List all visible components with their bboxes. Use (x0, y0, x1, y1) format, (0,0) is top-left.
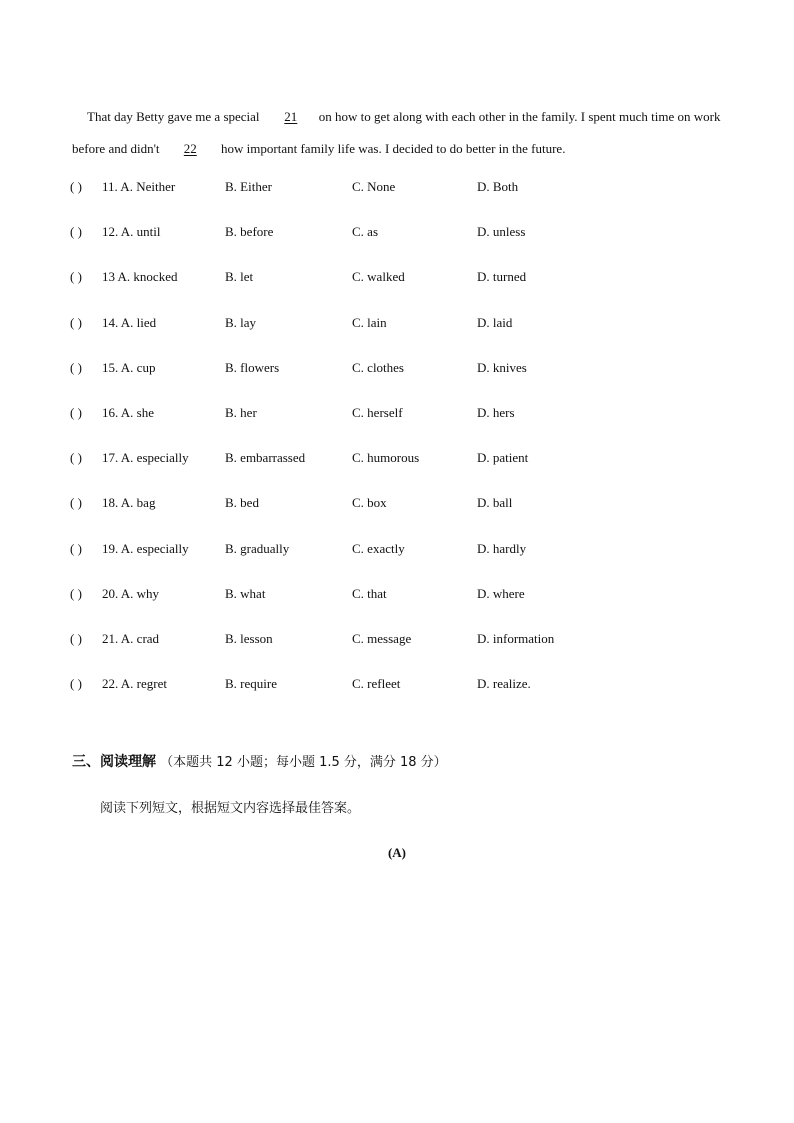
option-b: B. bed (225, 495, 259, 511)
answer-paren: ( ) (70, 540, 82, 556)
option-d: D. unless (477, 224, 526, 240)
blank-21: 21 (284, 109, 298, 124)
option-c: C. message (352, 630, 412, 646)
option-a: 18. A. bag (102, 495, 156, 511)
answer-paren: ( ) (70, 630, 82, 646)
option-c: C. lain (352, 314, 387, 330)
option-a: 22. A. regret (102, 676, 167, 692)
option-b: B. embarrassed (225, 450, 306, 466)
option-d: D. information (477, 630, 555, 646)
option-b: B. flowers (225, 359, 280, 375)
option-c: C. box (352, 495, 387, 511)
option-c: C. as (352, 224, 378, 240)
option-a: 13 A. knocked (102, 269, 178, 285)
question-row (70, 492, 730, 537)
question-row (70, 357, 730, 402)
option-c: C. walked (352, 269, 405, 285)
answer-paren: ( ) (70, 179, 82, 194)
option-d: D. knives (477, 359, 527, 375)
answer-paren: ( ) (70, 676, 82, 692)
option-b: B. gradually (225, 540, 290, 556)
passage-text-3: how important family life was. I decided to do better in the future. (217, 141, 566, 156)
option-d: D. turned (477, 269, 527, 285)
option-b: B. lesson (225, 630, 273, 646)
option-b: B. before (225, 224, 274, 240)
answer-paren: ( ) (70, 585, 82, 601)
cloze-passage (72, 101, 732, 165)
option-d: D. laid (477, 314, 513, 330)
option-a: 12. A. until (102, 224, 161, 240)
answer-paren: ( ) (70, 404, 82, 420)
section-heading-title: 三、阅读理解 (72, 754, 156, 770)
answer-paren: ( ) (70, 450, 82, 466)
question-row (70, 176, 730, 221)
option-b: B. Either (225, 179, 272, 194)
answer-paren: ( ) (70, 224, 82, 240)
question-row (70, 538, 730, 583)
option-a: 21. A. crad (102, 630, 160, 646)
option-c: C. humorous (352, 450, 420, 466)
option-a: 19. A. especially (102, 540, 189, 556)
question-row (70, 221, 730, 266)
option-a: 15. A. cup (102, 359, 156, 375)
option-d: D. hers (477, 404, 515, 420)
option-d: D. patient (477, 450, 529, 466)
option-b: B. lay (225, 314, 257, 330)
question-row (70, 673, 730, 718)
section-heading (72, 751, 447, 771)
option-c: C. exactly (352, 540, 405, 556)
answer-paren: ( ) (70, 269, 82, 285)
question-row (70, 402, 730, 447)
question-row (70, 628, 730, 673)
question-row (70, 583, 730, 628)
question-row (70, 447, 730, 492)
question-row (70, 266, 730, 311)
option-d: D. realize. (477, 676, 531, 692)
option-b: B. her (225, 404, 257, 420)
option-a: 11. A. Neither (102, 179, 176, 194)
passage-text-2: on how to get along with each other in the family. I spent much time on work before and didn't (72, 109, 721, 156)
option-d: D. ball (477, 495, 513, 511)
option-c: C. herself (352, 404, 403, 420)
option-b: B. require (225, 676, 277, 692)
option-d: D. hardly (477, 540, 527, 556)
option-b: B. what (225, 585, 266, 601)
section-instruction: 阅读下列短文，根据短文内容选择最佳答案。 (100, 801, 361, 816)
question-row (70, 312, 730, 357)
blank-22: 22 (183, 141, 197, 156)
option-c: C. None (352, 179, 396, 194)
passage-text-1: That day Betty gave me a special (87, 109, 263, 124)
option-c: C. clothes (352, 359, 404, 375)
option-d: D. Both (477, 179, 519, 194)
option-a: 17. A. especially (102, 450, 189, 466)
option-d: D. where (477, 585, 525, 601)
option-b: B. let (225, 269, 254, 285)
option-a: 14. A. lied (102, 314, 157, 330)
answer-paren: ( ) (70, 314, 82, 330)
option-c: C. that (352, 585, 387, 601)
question-list (70, 176, 730, 718)
option-c: C. refleet (352, 676, 401, 692)
option-a: 16. A. she (102, 404, 154, 420)
answer-paren: ( ) (70, 359, 82, 375)
section-heading-note: （本题共 12 小题；每小题 1.5 分，满分 18 分） (156, 755, 447, 770)
passage-label: (A) (387, 845, 407, 860)
option-a: 20. A. why (102, 585, 160, 601)
answer-paren: ( ) (70, 495, 82, 511)
